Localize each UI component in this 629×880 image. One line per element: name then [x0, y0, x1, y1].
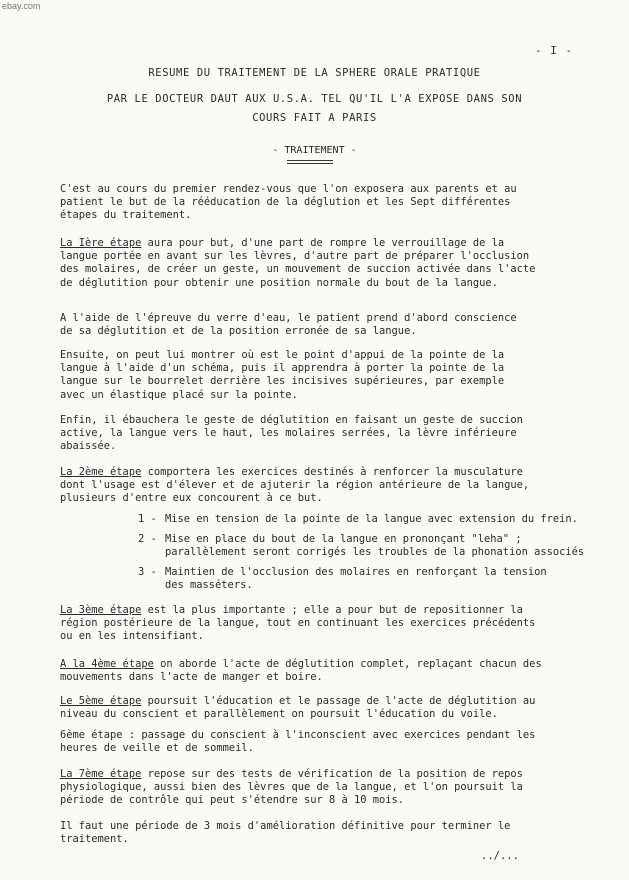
watermark: ebay.com [2, 1, 41, 11]
etape-4-paragraph [60, 658, 542, 684]
header-line-1: RESUME DU TRAITEMENT DE LA SPHERE ORALE PRATIQUE [148, 67, 481, 79]
verre-paragraph: A l'aide de l'épreuve du verre d'eau, le patient prend d'abord conscience de sa déglutition et de la position erronée de sa langue. [60, 312, 517, 338]
list-item-number: 1 - [138, 513, 157, 525]
etape-5-label: Le 5ème étape [60, 695, 142, 707]
etape-4-text: on aborde l'acte de déglutition complet, replaçant chacun des mouvements dans l'acte de manger et boire. [60, 658, 542, 684]
list-item-text: Mise en place du bout de la langue en prononçant "leha" ; parallèlement seront corrigés les troubles de la phonation associés [165, 533, 585, 558]
etape-3-text: est la plus importante ; elle a pour but de repositionner la région postérieure de la langue, tout en continuant les exercices précédents ou en les intensifiant. [60, 604, 536, 643]
list-item-number: 2 - [138, 533, 157, 545]
page-number: - I - [535, 44, 574, 57]
etape-7-text: repose sur des tests de vérification de la position de repos physiologique, aussi bien des lèvres que de la langue, et l'on poursuit la période de contrôle qui peut s'étendre sur 8 à 10 mois. [60, 768, 523, 807]
etape-2-paragraph [60, 466, 529, 506]
continuation-mark: ../... [481, 850, 519, 862]
etape-6-paragraph: 6ème étape : passage du conscient à l'inconscient avec exercices pendant les heures de veille et de sommeil. [60, 729, 536, 755]
header-line-3: COURS FAIT A PARIS [252, 112, 377, 124]
etape-7-paragraph [60, 768, 523, 808]
etape-4-label: A la 4ème étape [60, 658, 154, 670]
subtitle-underline [287, 160, 333, 164]
list-item-text: Maintien de l'occlusion des molaires en renforçant la tension des masséters. [165, 566, 547, 591]
etape-1-text: aura pour but, d'une part de rompre le verrouillage de la langue portée en avant sur les lèvres, d'autre part de préparer l'occlusion des molaires, de créer un geste, un mouvement de succion activée dans l'acte de déglutition pour obtenir une position normale du bout de la langue. [60, 237, 536, 289]
etape-3-paragraph [60, 604, 535, 644]
etape-5-paragraph [60, 695, 535, 721]
ensuite-paragraph: Ensuite, on peut lui montrer où est le point d'appui de la pointe de la langue à l'aide d'un schéma, puis il apprendra à porter la pointe de la langue sur le bourrelet derrière les incisives supérieures, par exemple avec un élastique placé sur la pointe. [60, 349, 505, 401]
final-paragraph: Il faut une période de 3 mois d'amélioration définitive pour terminer le traitement. [60, 820, 511, 846]
etape-2-label: La 2ème étape [60, 466, 142, 478]
etape-5-text: poursuit l'éducation et le passage de l'acte de déglutition au niveau du conscient et parallèlement on poursuit l'éducation du voile. [60, 695, 536, 721]
list-item-number: 3 - [138, 566, 157, 578]
section-subtitle: - TRAITEMENT - [272, 145, 357, 156]
etape-1-label: La Ière étape [60, 237, 142, 249]
list-item-text: Mise en tension de la pointe de la langue avec extension du frein. [165, 513, 578, 525]
etape-7-label: La 7ème étape [60, 768, 142, 780]
intro-paragraph: C'est au cours du premier rendez-vous que l'on exposera aux parents et au patient le but de la rééducation de la déglution et les Sept différentes étapes du traitement. [60, 183, 517, 222]
header-line-2: PAR LE DOCTEUR DAUT AUX U.S.A. TEL QU'IL L'A EXPOSE DANS SON [106, 93, 523, 105]
etape-1-paragraph [60, 237, 535, 290]
etape-2-text: comportera les exercices destinés à renforcer la musculature dont l'usage est d'élever et de ajuterir la région antérieure de la langue, plusieurs d'entre eux concourent à ce but. [60, 466, 530, 505]
etape-3-label: La 3ème étape [60, 604, 142, 616]
enfin-paragraph: Enfin, il ébauchera le geste de déglutition en faisant un geste de succion active, la langue vers le haut, les molaires serrées, la lèvre inférieure abaissée. [60, 414, 523, 453]
